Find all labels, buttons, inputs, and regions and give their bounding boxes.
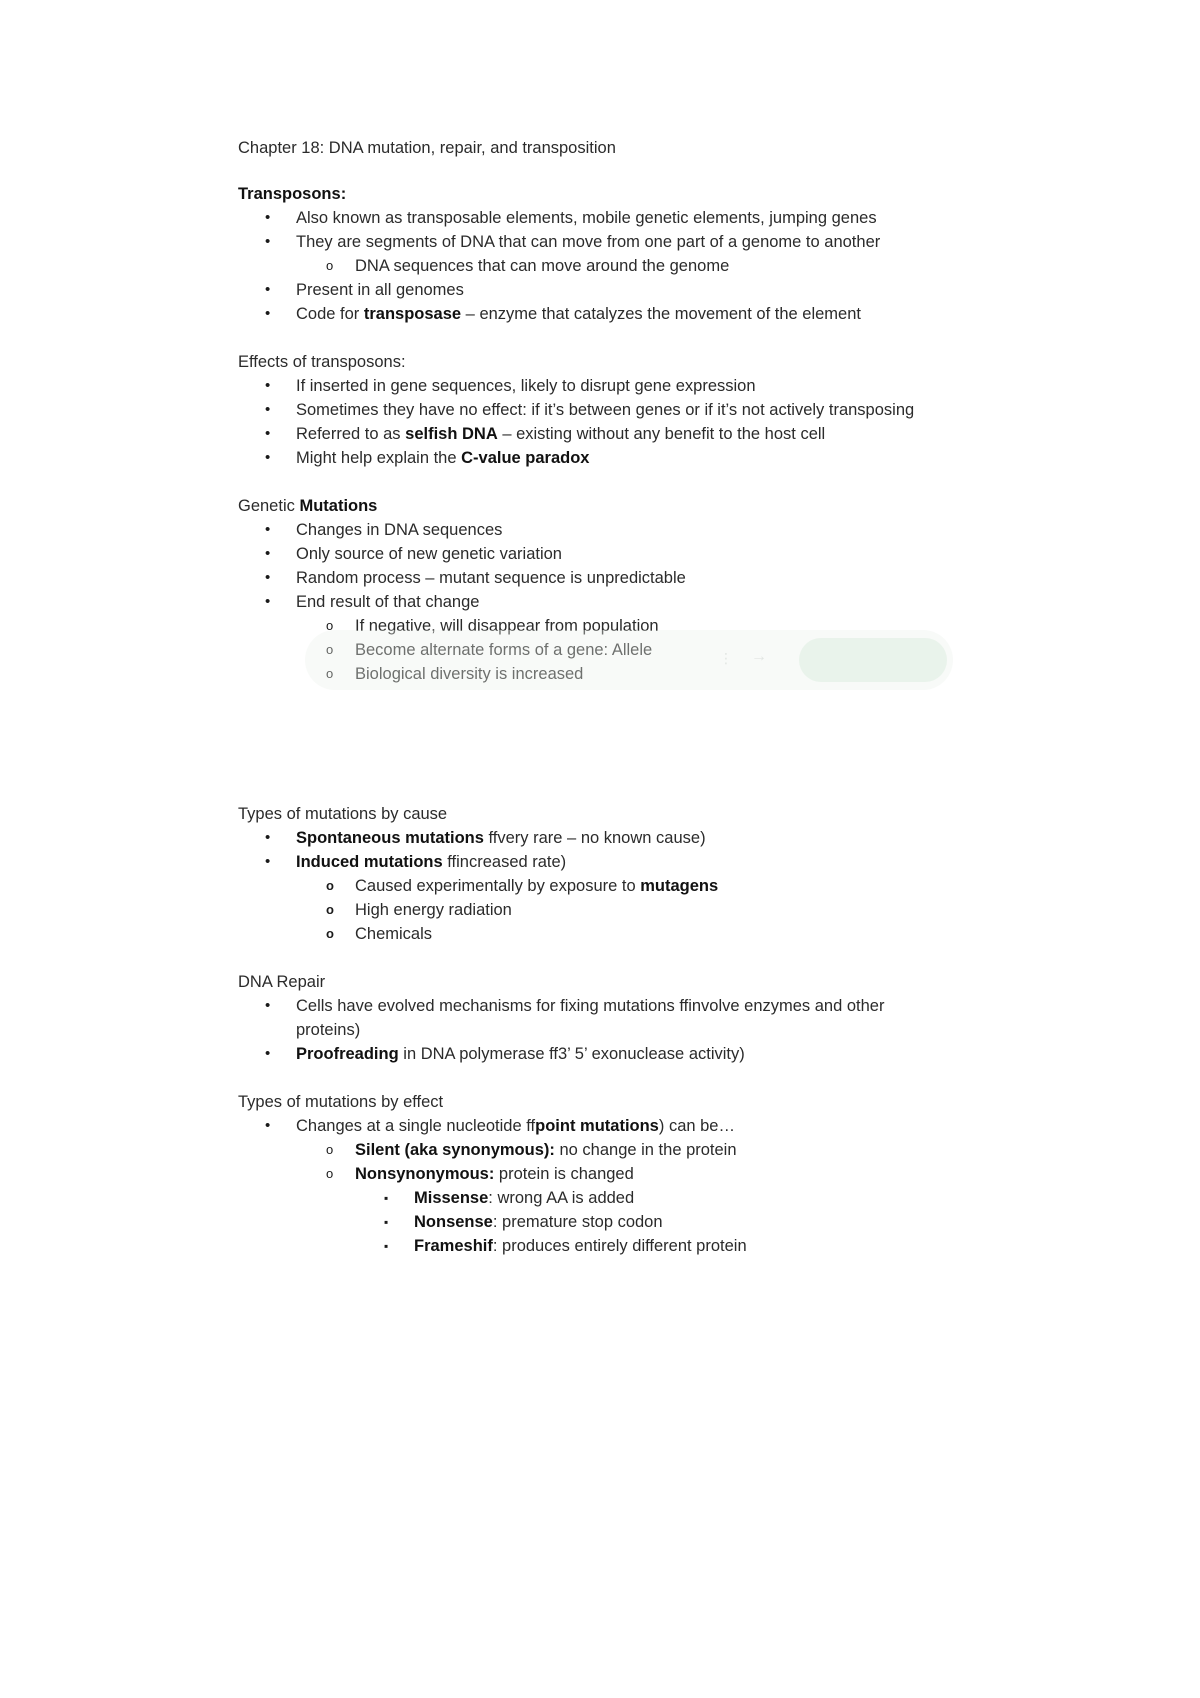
sub-sub-list-item: ▪ Frameshif: produces entirely different protein bbox=[238, 1234, 998, 1258]
section-heading: DNA Repair bbox=[238, 973, 326, 991]
list-item: • Induced mutations ffincreased rate) bbox=[238, 850, 998, 874]
list-item: • Random process – mutant sequence is unpredictable bbox=[238, 566, 998, 590]
sub-list-item: o Chemicals bbox=[238, 922, 998, 946]
section-heading: Effects of transposons: bbox=[238, 353, 406, 371]
spacer bbox=[238, 710, 998, 802]
list-item: • Spontaneous mutations ffvery rare – no known cause) bbox=[238, 826, 998, 850]
arrow-right-icon[interactable]: → bbox=[751, 648, 767, 665]
section-heading: Types of mutations by effect bbox=[238, 1093, 444, 1111]
list-item: • Code for transposase – enzyme that catalyzes the movement of the element bbox=[238, 302, 998, 326]
document-body bbox=[238, 136, 998, 1282]
sub-list-item: o Become alternate forms of a gene: Allele bbox=[238, 638, 998, 662]
section-effects-of-transposons bbox=[238, 350, 998, 470]
floating-toolbar-overlay bbox=[305, 630, 953, 690]
section-dna-repair bbox=[238, 970, 998, 1066]
list-item: • Proofreading in DNA polymerase ff3’ 5’ exonuclease activity) bbox=[238, 1042, 998, 1066]
sub-list-item: o Caused experimentally by exposure to mutagens bbox=[238, 874, 998, 898]
sub-list-item: o If negative, will disappear from population bbox=[238, 614, 998, 638]
list-item: • Present in all genomes bbox=[238, 278, 998, 302]
sub-list-item: o Silent (aka synonymous): no change in the protein bbox=[238, 1138, 998, 1162]
sub-sub-list-item: ▪ Nonsense: premature stop codon bbox=[238, 1210, 998, 1234]
sub-list-item: o DNA sequences that can move around the genome bbox=[238, 254, 998, 278]
list-item: • Sometimes they have no effect: if it’s between genes or if it’s not actively transposing bbox=[238, 398, 998, 422]
section-mutations-by-effect bbox=[238, 1090, 998, 1258]
section-heading: Transposons: bbox=[238, 185, 347, 203]
list-item: • Might help explain the C-value paradox bbox=[238, 446, 998, 470]
list-item: • Only source of new genetic variation bbox=[238, 542, 998, 566]
sub-list-item: o High energy radiation bbox=[238, 898, 998, 922]
section-heading: Types of mutations by cause bbox=[238, 805, 448, 823]
sub-list-item: o Biological diversity is increased bbox=[238, 662, 998, 686]
list-item: • Also known as transposable elements, mobile genetic elements, jumping genes bbox=[238, 206, 998, 230]
action-pill-button[interactable] bbox=[799, 638, 947, 682]
list-item: • They are segments of DNA that can move from one part of a genome to another bbox=[238, 230, 998, 254]
list-item: • Referred to as selfish DNA – existing without any benefit to the host cell bbox=[238, 422, 998, 446]
section-heading: Genetic Mutations bbox=[238, 497, 378, 515]
list-item: • Changes in DNA sequences bbox=[238, 518, 998, 542]
document-title: Chapter 18: DNA mutation, repair, and transposition bbox=[238, 139, 616, 157]
section-mutations-by-cause bbox=[238, 802, 998, 946]
list-item: • End result of that change bbox=[238, 590, 998, 614]
sub-sub-list-item: ▪ Missense: wrong AA is added bbox=[238, 1186, 998, 1210]
list-item: • Changes at a single nucleotide ffpoint mutations) can be… bbox=[238, 1114, 998, 1138]
list-item: • If inserted in gene sequences, likely to disrupt gene expression bbox=[238, 374, 998, 398]
section-transposons bbox=[238, 182, 998, 326]
list-item: • Cells have evolved mechanisms for fixing mutations ffinvolve enzymes and other proteins) bbox=[238, 994, 998, 1042]
sub-list-item: o Nonsynonymous: protein is changed bbox=[238, 1162, 998, 1186]
more-vertical-icon[interactable]: ⋮ bbox=[719, 650, 733, 666]
